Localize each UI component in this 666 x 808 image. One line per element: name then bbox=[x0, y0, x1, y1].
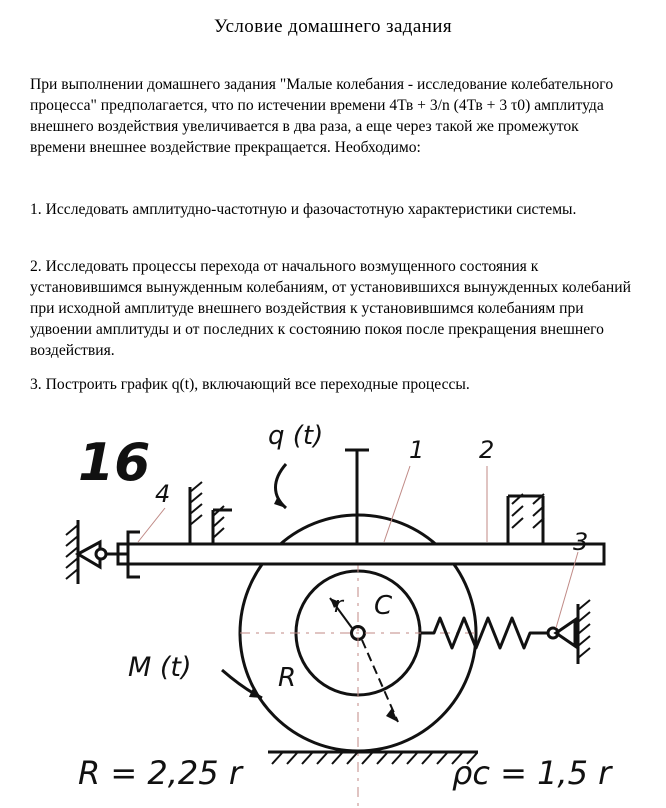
callout-4: 4 bbox=[155, 480, 171, 508]
label-q-of-t: q (t) bbox=[268, 421, 324, 451]
label-moment: M (t) bbox=[128, 652, 192, 683]
label-radius-r: r bbox=[334, 593, 344, 618]
callout-1: 1 bbox=[409, 436, 425, 464]
paragraph-item-2: 2. Исследовать процессы перехода от начального возмущенного состояния к установившимся вынужденным колебаниям, от установившихся вынужденных колебаний при исходной амплитуде внешнего воздействия к установившимся колебаниям при удвоении амплитуды и от последних к состоянию покоя после прекращения внешнего воздействия. bbox=[30, 257, 631, 360]
leader-line-1 bbox=[384, 466, 410, 542]
page-title: Условие домашнего задания bbox=[214, 16, 452, 37]
leader-line-4 bbox=[138, 508, 165, 542]
paragraph-intro: При выполнении домашнего задания "Малые колебания - исследование колебательного процесса" предполагается, что по истечении времени 4Тв + 3/n (4Тв + 3 τ0) амплитуда внешнего воздействия увеличивается в два раза, а еще через такой же промежуток времени внешнее воздействие прекращается. Необходимо: bbox=[30, 75, 614, 157]
label-radius-R: R bbox=[278, 663, 297, 693]
horizontal-rod bbox=[118, 544, 604, 564]
right-wall-hatching bbox=[578, 600, 590, 658]
q-of-t-arrowhead bbox=[274, 496, 286, 508]
radius-R-arrowhead bbox=[386, 708, 398, 722]
ground-hatching bbox=[272, 753, 477, 764]
left-pivot-joint bbox=[96, 549, 106, 559]
paragraph-item-1: 1. Исследовать амплитудно-частотную и фазочастотную характеристики системы. bbox=[30, 200, 577, 218]
callout-3: 3 bbox=[573, 528, 589, 556]
formula-R: R = 2,25 r bbox=[78, 754, 242, 792]
guide-bracket-1 bbox=[213, 510, 232, 544]
label-center-c: C bbox=[374, 591, 393, 621]
figure-drawing bbox=[0, 392, 666, 808]
paragraph-item-3: 3. Построить график q(t), включающий все переходные процессы. bbox=[30, 375, 470, 393]
variant-number: 16 bbox=[78, 433, 151, 493]
guide-left-hatching bbox=[190, 482, 202, 525]
mechanical-system-figure bbox=[0, 392, 666, 808]
callout-2: 2 bbox=[479, 436, 495, 464]
left-wall-hatching bbox=[66, 525, 78, 579]
guide-bracket-2-hatching bbox=[512, 494, 544, 528]
formula-rho: ρc = 1,5 r bbox=[452, 754, 612, 792]
